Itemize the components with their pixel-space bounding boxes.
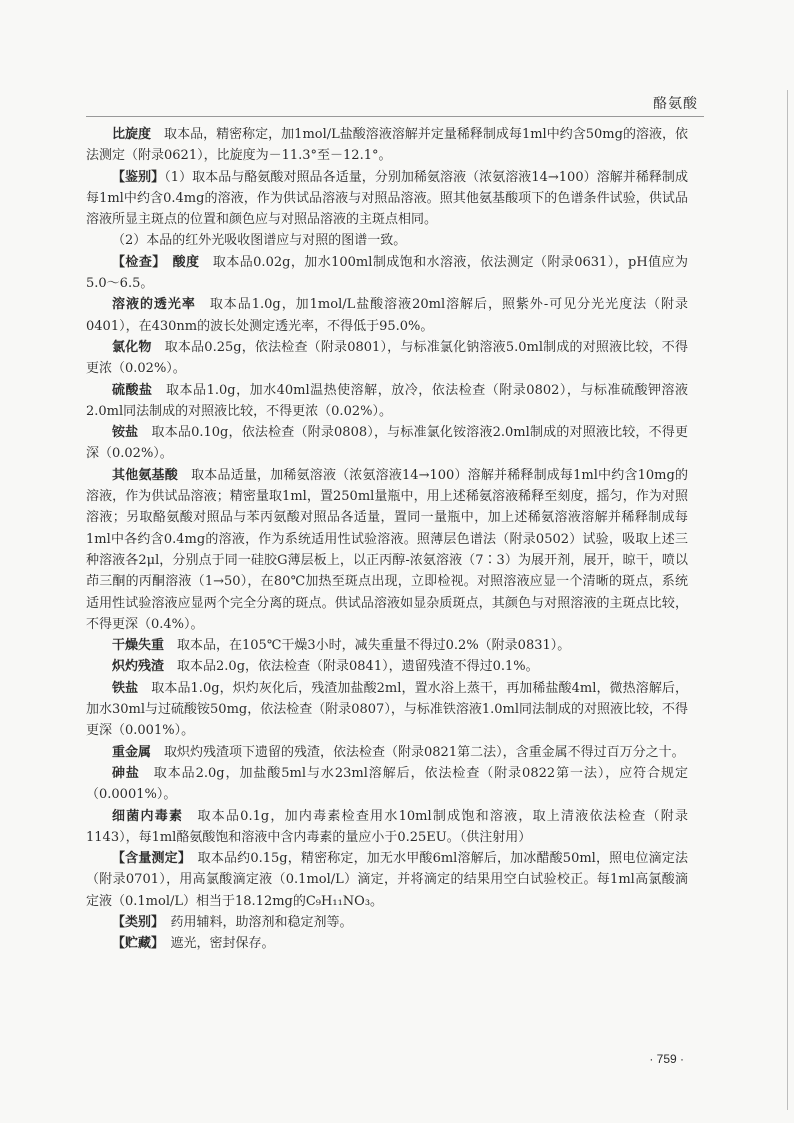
paragraph-text: （2）本品的红外光吸收图谱应与对照的图谱一致。 [112,233,407,249]
term: 【含量测定】 [112,851,185,867]
paragraph-endotoxin [86,806,688,849]
paragraph-identification-ir [86,230,688,251]
term: 铁盐 [112,680,139,696]
paragraph-text: 取本品2.0g，加盐酸5ml与水23ml溶解后，依法检查（附录0822第一法），应符合规定（0.0001%）。 [86,765,688,803]
term: 硫酸盐 [112,382,153,398]
paragraph-text: （1）取本品与酪氨酸对照品各适量，分别加稀氨溶液（浓氨溶液14→100）溶解并稀释制成每1ml中约含0.4mg的溶液，作为供试品溶液与对照品溶液。照其他氨基酸项下的色谱条件试验，供试品溶液所显主斑点的位置和颜色应与对照品溶液的主斑点相同。 [86,169,688,228]
paragraph-text: 取本品0.1g，加内毒素检查用水10ml制成饱和溶液，取上清液依法检查（附录1143），每1ml酪氨酸饱和溶液中含内毒素的量应小于0.25EU。（供注射用） [86,808,688,845]
paragraph-arsenic [86,763,688,806]
running-header: 酪氨酸 [653,96,698,112]
paragraph-text: 取本品0.25g，依法检查（附录0801），与标准氯化钠溶液5.0ml制成的对照液比较，不得更浓（0.02%）。 [86,339,688,377]
paragraph-text: 取本品1.0g，加水40ml温热使溶解，放冷，依法检查（附录0802），与标准硫酸钾溶液2.0ml同法制成的对照液比较，不得更浓（0.02%）。 [86,382,688,419]
term: 【鉴别】 [112,169,165,185]
term: 细菌内毒素 [112,808,184,824]
term: 砷盐 [112,765,140,781]
paragraph-chloride [86,337,688,380]
paragraph-text: 取本品约0.15g，精密称定，加无水甲酸6ml溶解后，加冰醋酸50ml，照电位滴定法（附录0701），用高氯酸滴定液（0.1mol/L）滴定，并将滴定的结果用空白试验校正。每1ml高氯酸滴定液（0.1mol/L）相当于18.12mg的C₉H₁₁NO₃。 [86,851,688,909]
header-rule [86,116,704,117]
paragraph-text: 取本品0.02g，加水100ml制成饱和水溶液，依法测定（附录0631），pH值应为5.0～6.5。 [86,254,688,292]
paragraph-iron [86,678,688,742]
term: 【检查】 酸度 [112,254,200,270]
paragraph-text: 取本品2.0g，依法检查（附录0841），遗留残渣不得过0.1%。 [164,659,539,675]
paragraph-text: 取炽灼残渣项下遗留的残渣，依法检查（附录0821第二法），含重金属不得过百万分之十。 [151,744,685,760]
paragraph-text: 取本品适量，加稀氨溶液（浓氨溶液14→100）溶解并稀释制成每1ml中约含10mg的溶液，作为供试品溶液；精密量取1ml，置250ml量瓶中，用上述稀氨溶液稀释至刻度，摇匀，作为对照溶液；另取酪氨酸对照品与苯丙氨酸对照品各适量，置同一量瓶中，加上述稀氨溶液溶解并稀释制成每1ml中各约含0.4mg的溶液，作为系统适用性试验溶液。照薄层色谱法（附录0502）试验，吸取上述三种溶液各2μl，分别点于同一硅胶G薄层板上，以正丙醇-浓氨溶液（7∶3）为展开剂，展开，晾干，喷以茚三酮的丙酮溶液（1→50），在80℃加热至斑点出现，立即检视。对照溶液应显一个清晰的斑点，系统适用性试验溶液应显两个完全分离的斑点。供试品溶液如显杂质斑点，其颜色与对照溶液的主斑点比较，不得更深（0.4%）。 [86,467,688,632]
paragraph-text: 取本品1.0g，炽灼灰化后，残渣加盐酸2ml，置水浴上蒸干，再加稀盐酸4ml，微热溶解后，加水30ml与过硫酸铵50mg，依法检查（附录0807），与标准铁溶液1.0ml同法制成的对照液比较，不得更深（0.001%）。 [86,680,688,739]
paragraph-sulfate [86,380,688,423]
term: 干燥失重 [112,638,165,654]
paragraph-residue-on-ignition [86,656,688,677]
paragraph-specific-rotation [86,124,688,167]
paragraph-identification [86,167,688,231]
term: 氯化物 [112,339,152,355]
page-edge-line [787,90,788,1110]
term: 【类别】 [112,914,158,930]
paragraph-loss-on-drying [86,635,688,656]
paragraph-text: 取本品，在105℃干燥3小时，减失重量不得过0.2%（附录0831）。 [164,638,571,654]
paragraph-category [86,912,688,933]
paragraph-text: 取本品1.0g，加1mol/L盐酸溶液20ml溶解后，照紫外-可见分光光度法（附录0401），在430nm的波长处测定透光率，不得低于95.0%。 [86,297,688,334]
term: 重金属 [112,744,152,760]
monograph-body [86,124,688,955]
term: 溶液的透光率 [112,297,196,313]
paragraph-ammonium [86,422,688,465]
paragraph-text: 遮光，密封保存。 [157,936,275,952]
term: 炽灼残渣 [112,659,165,675]
paragraph-text: 取本品，精密称定，加1mol/L盐酸溶液溶解并定量稀释制成每1ml中约含50mg的溶液，依法测定（附录0621），比旋度为－11.3°至－12.1°。 [86,127,688,164]
paragraph-heavy-metals [86,742,688,763]
paragraph-transmittance [86,294,688,337]
paragraph-text: 取本品0.10g，依法检查（附录0808），与标准氯化铵溶液2.0ml制成的对照液比较，不得更深（0.02%）。 [86,425,688,462]
paragraph-acidity [86,252,688,295]
term: 比旋度 [112,127,152,142]
term: 铵盐 [112,425,139,441]
paragraph-other-amino-acids [86,465,688,635]
term: 【贮藏】 [112,936,158,952]
paragraph-assay [86,848,688,912]
term: 其他氨基酸 [112,467,178,483]
paragraph-storage [86,933,688,954]
page-number: · 759 · [649,1052,684,1066]
paragraph-text: 药用辅料，助溶剂和稳定剂等。 [157,914,353,930]
